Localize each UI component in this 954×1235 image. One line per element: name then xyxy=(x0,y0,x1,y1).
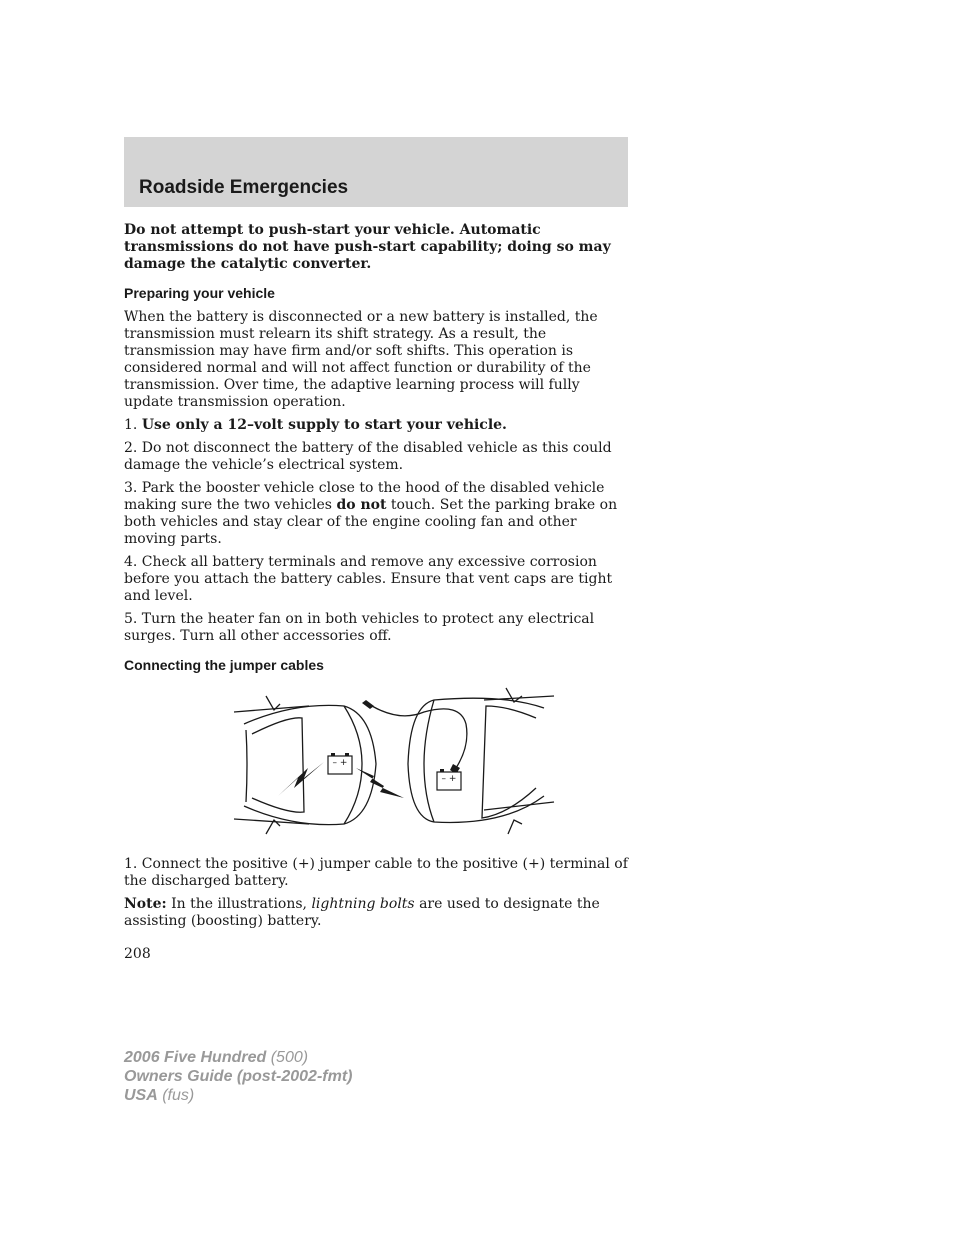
jumper-cables-illustration xyxy=(124,684,628,844)
step-5: 5. Turn the heater fan on in both vehicles to protect any electrical surges. Turn all other accessories off. xyxy=(124,611,595,644)
connecting-heading: Connecting the jumper cables xyxy=(124,657,324,673)
step-1-text: Use only a 12–volt supply to start your vehicle. xyxy=(141,417,507,433)
section-title: Roadside Emergencies xyxy=(139,177,349,198)
push-start-warning: Do not attempt to push-start your vehicle. Automatic transmissions do not have push-start capability; doing so may damage the catalytic converter. xyxy=(124,222,611,272)
page-number: 208 xyxy=(124,946,151,962)
footer-market-code: (fus) xyxy=(157,1087,195,1104)
preparing-heading: Preparing your vehicle xyxy=(124,285,275,301)
step-3 xyxy=(124,480,628,548)
preparing-intro: When the battery is disconnected or a new battery is installed, the transmission must relearn its shift strategy. As a result, the transmission may have firm and/or soft shifts. This operation is considered normal and will not affect function or durability of the transmission. Over time, the adaptive learning process will fully update transmission operation. xyxy=(124,309,598,410)
step-3-part-a: 3. Park the booster vehicle close to the hood of the disabled vehicle making sure the two vehicles xyxy=(124,480,605,513)
footer-model-code: (500) xyxy=(266,1049,309,1066)
step-1-number: 1. xyxy=(124,417,142,433)
note-label: Note: xyxy=(124,896,167,912)
footer-guide: Owners Guide (post-2002-fmt) xyxy=(124,1068,353,1085)
note-part-a: In the illustrations, xyxy=(166,896,312,912)
battery-right-terminal-labels: – + xyxy=(441,774,457,784)
battery-left-icon xyxy=(328,753,352,774)
lightning-bolt-icon xyxy=(356,768,404,798)
document-footer xyxy=(124,1048,352,1105)
illustration-note xyxy=(124,896,628,930)
disabled-car-outline xyxy=(234,696,376,834)
footer-model: 2006 Five Hundred xyxy=(124,1049,267,1066)
battery-right-icon xyxy=(437,769,461,790)
cable-clamp-icon xyxy=(362,700,374,709)
step-4: 4. Check all battery terminals and remove any excessive corrosion before you attach the battery cables. Ensure that vent caps are tight and level. xyxy=(124,554,613,604)
lightning-bolt-icon xyxy=(278,762,324,796)
note-emphasis: lightning bolts xyxy=(311,896,415,912)
battery-left-terminal-labels: – + xyxy=(332,758,348,768)
step-3-part-c: touch. Set the parking brake on both vehicles and stay clear of the engine cooling fan and other moving parts. xyxy=(124,497,618,547)
footer-line-2 xyxy=(124,1067,352,1086)
two-cars-diagram xyxy=(224,684,564,844)
section-header-band xyxy=(124,137,628,207)
page-content xyxy=(124,222,628,969)
footer-line-3 xyxy=(124,1086,352,1105)
footer-line-1 xyxy=(124,1048,352,1067)
footer-market: USA xyxy=(124,1087,158,1104)
step-2: 2. Do not disconnect the battery of the disabled vehicle as this could damage the vehicle’s electrical system. xyxy=(124,440,612,473)
note-part-c: are used to designate the assisting (boosting) battery. xyxy=(124,896,600,929)
jumper-cable-icon xyxy=(372,706,467,768)
step-3-emphasis: do not xyxy=(336,497,387,513)
connect-step-1: 1. Connect the positive (+) jumper cable to the positive (+) terminal of the discharged battery. xyxy=(124,856,628,889)
step-1 xyxy=(124,417,628,434)
